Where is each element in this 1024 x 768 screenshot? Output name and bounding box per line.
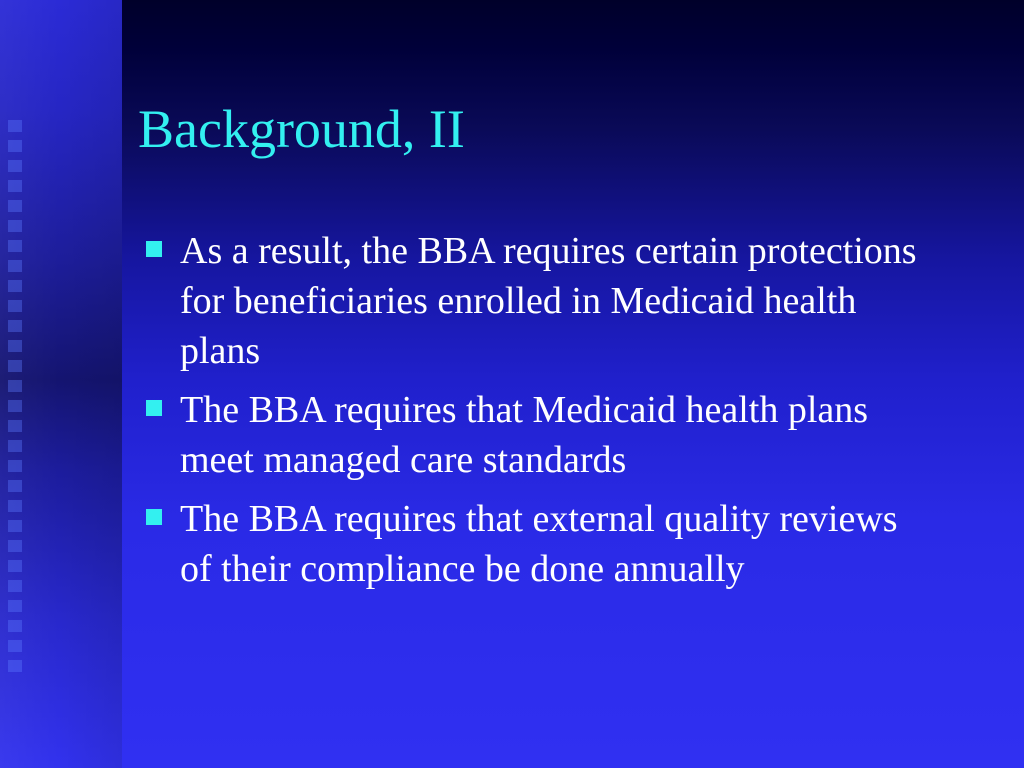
- bullet-text: As a result, the BBA requires certain protections for beneficiaries enrolled in Medicaid health plans: [180, 230, 917, 372]
- square-bullet-icon: [146, 400, 162, 416]
- slide-title: Background, II: [138, 99, 465, 159]
- bullet-item: [140, 226, 920, 376]
- decorative-squares-pattern: [8, 120, 26, 680]
- bullet-list: [140, 226, 920, 603]
- bullet-item: [140, 385, 920, 485]
- bullet-item: [140, 494, 920, 594]
- square-bullet-icon: [146, 241, 162, 257]
- square-bullet-icon: [146, 509, 162, 525]
- bullet-text: The BBA requires that external quality reviews of their compliance be done annually: [180, 498, 898, 590]
- bullet-text: The BBA requires that Medicaid health plans meet managed care standards: [180, 389, 869, 481]
